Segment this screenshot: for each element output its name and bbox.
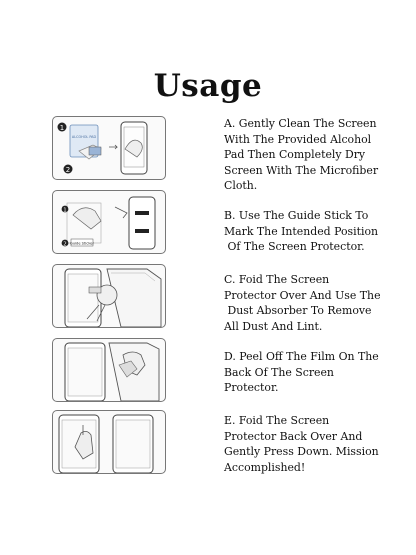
step-d-line: Back Of The Screen [224,365,334,379]
alcohol-pad-label: ALCOHOL PAD [71,135,97,139]
marker-1-label: 1 [63,207,67,214]
step-d-line: D. Peel Off The Film On The [224,350,379,363]
step-d-text [224,349,394,396]
illustration-clean-screen [52,116,166,180]
step-b-line: Of The Screen Protector. [224,240,365,254]
dust-absorber-drawing [53,265,165,327]
dust-absorber-icon [89,287,101,293]
phone-outline-icon [129,197,155,249]
step-c-line: Dust Absorber To Remove [224,304,372,318]
clean-screen-drawing [53,117,165,179]
press-down-drawing [53,411,165,473]
step-a-line: With The Provided Alcohol [224,132,372,146]
step-a-line: Cloth. [224,179,258,193]
step-c-text [224,272,394,334]
guide-stick-drawing [53,191,165,253]
marker-1-label: 1 [59,123,65,132]
step-c-line: C. Foid The Screen [224,273,330,286]
hand-placing-icon [115,207,127,218]
step-e-text [224,413,394,475]
illustration-press-down [52,410,166,474]
step-b-line: Mark The Intended Position [224,224,379,238]
guide-mark-top [135,211,149,215]
step-a-line: A. Gently Clean The Screen [224,117,377,130]
step-a-text [224,116,394,194]
step-b-text [224,208,394,255]
step-c-line: Protector Over And Use The [224,288,381,302]
illustration-peel-film [52,338,166,402]
peel-film-drawing [53,339,165,401]
guide-sticker-label: Guide Sticker [69,241,95,246]
guide-mark-bottom [135,229,149,233]
marker-2-label: 2 [65,165,71,174]
illustration-guide-stick [52,190,166,254]
step-a-line: Screen With The Microfiber [224,163,379,177]
step-c-line: All Dust And Lint. [224,319,323,333]
step-e-line: E. Foid The Screen [224,414,330,427]
step-e-line: Accomplished! [224,460,306,474]
step-a-line: Pad Then Completely Dry [224,148,366,162]
arrow-icon [109,145,117,149]
step-e-line: Gently Press Down. Mission [224,445,379,459]
step-d-line: Protector. [224,381,279,395]
step-e-line: Protector Back Over And [224,429,363,443]
marker-2-label: 2 [63,241,67,248]
page-title: Usage [153,68,263,104]
step-b-line: B. Use The Guide Stick To [224,209,369,222]
illustration-dust-absorber [52,264,166,328]
